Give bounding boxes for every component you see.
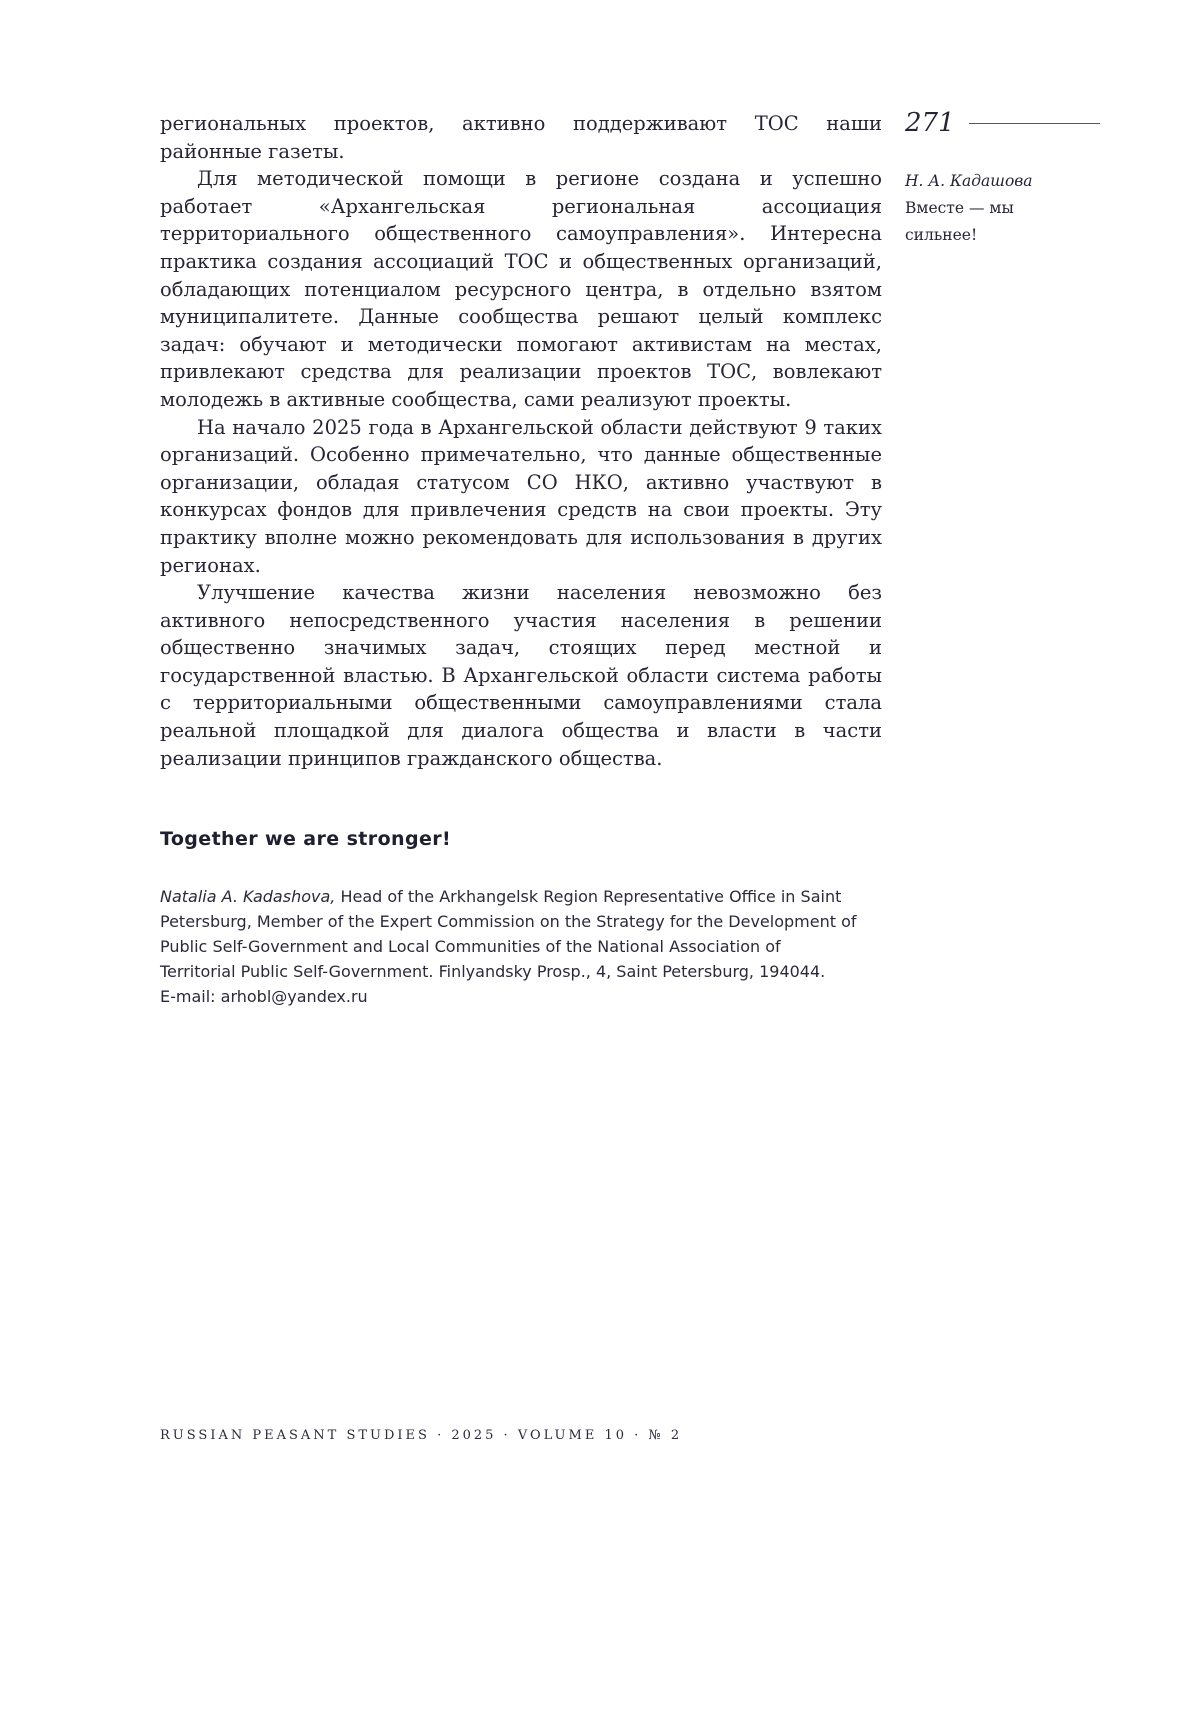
margin-article-title: Вместе — мы сильнее! <box>905 199 1014 244</box>
english-section <box>160 828 860 1009</box>
author-name: Natalia A. Kadashova, <box>160 887 336 906</box>
page-number-row <box>905 108 1100 138</box>
page-number: 271 <box>905 108 955 138</box>
journal-footer: RUSSIAN PEASANT STUDIES · 2025 · VOLUME 10 · № 2 <box>160 1428 683 1443</box>
english-title: Together we are stronger! <box>160 828 452 850</box>
body-column <box>160 110 882 772</box>
page-number-rule <box>969 123 1100 124</box>
margin-note <box>905 168 1040 249</box>
author-affiliation <box>160 884 860 1009</box>
body-paragraph: На начало 2025 года в Архангельской области действуют 9 таких организаций. Особенно примечательно, что данные общественные организации, обладая статусом СО НКО, активно участвуют в конкурсах фондов для привлечения средств на свои проекты. Эту практику вполне можно рекомендовать для использования в других регионах. <box>160 415 882 577</box>
affiliation-text: Head of the Arkhangelsk Region Representative Office in Saint Petersburg, Member of the Expert Commission on the Strategy for the Development of Public Self-Government and Local Communities of the National Association of Territorial Public Self-Government. Finlyandsky Prosp., 4, Saint Petersburg, 194044. <box>160 887 857 981</box>
body-paragraph: Для методической помощи в регионе создана и успешно работает «Архангельская региональная ассоциация территориального общественного самоуправления». Интересна практика создания ассоциаций ТОС и общественных организаций, обладающих потенциалом ресурсного центра, в отдельно взятом муниципалитете. Данные сообщества решают целый комплекс задач: обучают и методически помогают активистам на местах, привлекают средства для реализации проектов ТОС, вовлекают молодежь в активные сообщества, сами реализуют проекты. <box>160 167 882 411</box>
email-text: E-mail: arhobl@yandex.ru <box>160 987 368 1006</box>
body-paragraph: региональных проектов, активно поддерживают ТОС наши районные газеты. <box>160 112 882 163</box>
body-paragraph: Улучшение качества жизни населения невозможно без активного непосредственного участия населения в решении общественно значимых задач, стоящих перед местной и государственной властью. В Архангельской области система работы с территориальными общественными самоуправлениями стала реальной площадкой для диалога общества и власти в части реализации принципов гражданского общества. <box>160 581 882 770</box>
margin-author-name: Н. А. Кадашова <box>905 172 1033 190</box>
